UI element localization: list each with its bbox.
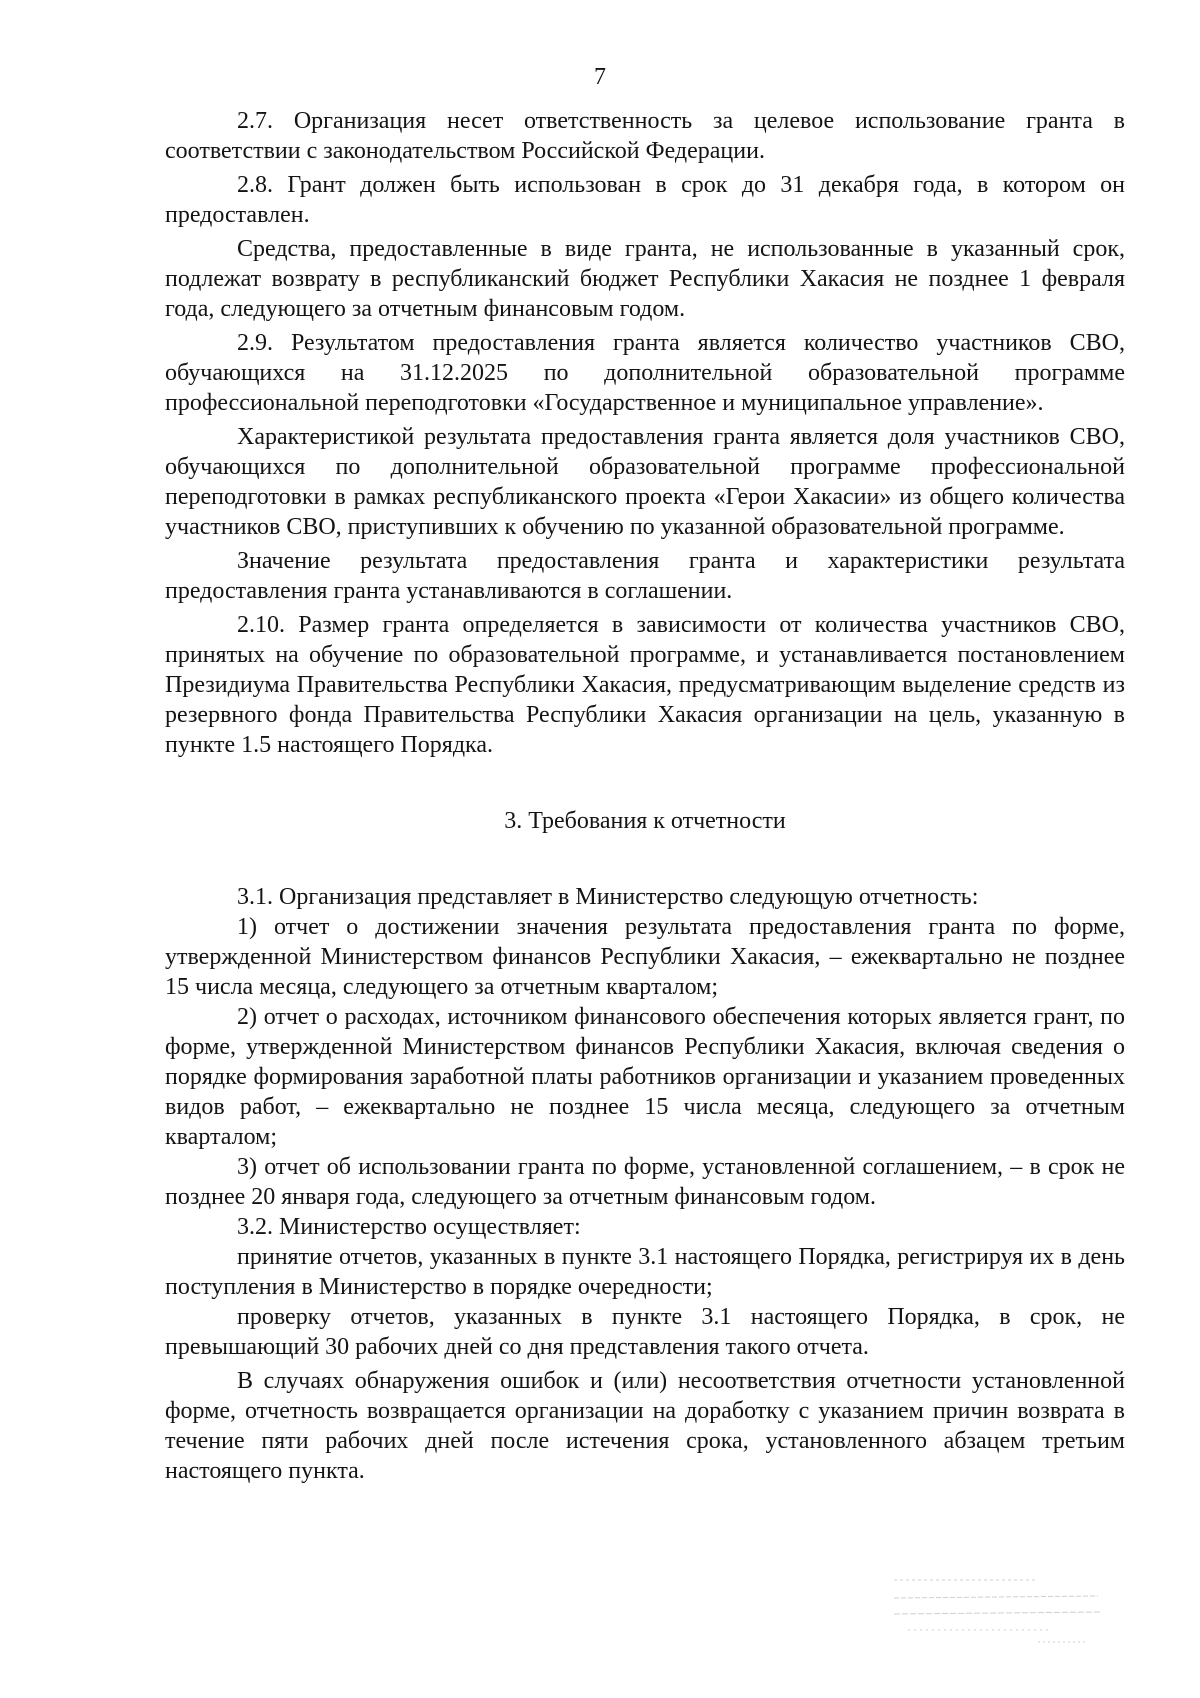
paragraph-3-2-check: проверку отчетов, указанных в пункте 3.1 настоящего Порядка, в срок, не превышающий 30 рабочих дней со дня представления такого отчета. [165,1304,1125,1360]
paragraph-3-2-acceptance: принятие отчетов, указанных в пункте 3.1 настоящего Порядка, регистрируя их в день поступления в Министерство в порядке очередности; [165,1244,1125,1300]
paragraph-3-2: 3.2. Министерство осуществляет: [237,1214,581,1240]
section-heading: 3. Требования к отчетности [504,808,786,834]
paragraph-3-1: 3.1. Организация представляет в Министерство следующую отчетность: [237,884,979,910]
paragraph-3-2-errors: В случаях обнаружения ошибок и (или) несоответствия отчетности установленной форме, отчетность возвращается организации на доработку с указанием причин возврата в течение пяти рабочих дней после истечения срока, установленного абзацем третьим настоящего пункта. [165,1368,1125,1484]
document-body [165,106,1125,1486]
paragraph-2-8-funds: Средства, предоставленные в виде гранта, не использованные в указанный срок, подлежат возврату в республиканский бюджет Республики Хакасия не позднее 1 февраля года, следующего за отчетным финансовым годом. [165,236,1125,322]
paragraph-2-9-characteristic: Характеристикой результата предоставления гранта является доля участников СВО, обучающихся по дополнительной образовательной программе профессиональной переподготовки в рамках республиканского проекта «Герои Хакасии» из общего количества участников СВО, приступивших к обучению по указанной образовательной программе. [165,424,1125,540]
list-item-report-1: 1) отчет о достижении значения результата предоставления гранта по форме, утвержденной Министерством финансов Республики Хакасия, – ежеквартально не позднее 15 числа месяца, следующего за отчетным кварталом; [165,914,1125,1000]
faded-stamp-marks [888,1568,1108,1648]
paragraph-2-9-value: Значение результата предоставления гранта и характеристики результата предоставления гранта устанавливаются в соглашении. [165,548,1125,604]
page-number: 7 [594,64,606,90]
faded-stamp [888,1568,1108,1648]
paragraph-2-7: 2.7. Организация несет ответственность за целевое использование гранта в соответствии с законодательством Российской Федерации. [165,108,1125,164]
paragraph-2-9: 2.9. Результатом предоставления гранта является количество участников СВО, обучающихся на 31.12.2025 по дополнительной образовательной программе профессиональной переподготовки «Государственное и муниципальное управление». [165,330,1125,416]
paragraph-2-10: 2.10. Размер гранта определяется в зависимости от количества участников СВО, принятых на обучение по образовательной программе, и устанавливается постановлением Президиума Правительства Республики Хакасия, предусматривающим выделение средств из резервного фонда Правительства Республики Хакасия организации на цель, указанную в пункте 1.5 настоящего Порядка. [165,612,1125,758]
paragraph-2-8: 2.8. Грант должен быть использован в срок до 31 декабря года, в котором он предоставлен. [165,172,1125,228]
list-item-report-2: 2) отчет о расходах, источником финансового обеспечения которых является грант, по форме, утвержденной Министерством финансов Республики Хакасия, включая сведения о порядке формирования заработной платы работников организации и указанием проведенных видов работ, – ежеквартально не позднее 15 числа месяца, следующего за отчетным кварталом; [165,1004,1125,1150]
list-item-report-3: 3) отчет об использовании гранта по форме, установленной соглашением, – в срок не позднее 20 января года, следующего за отчетным финансовым годом. [165,1154,1125,1210]
